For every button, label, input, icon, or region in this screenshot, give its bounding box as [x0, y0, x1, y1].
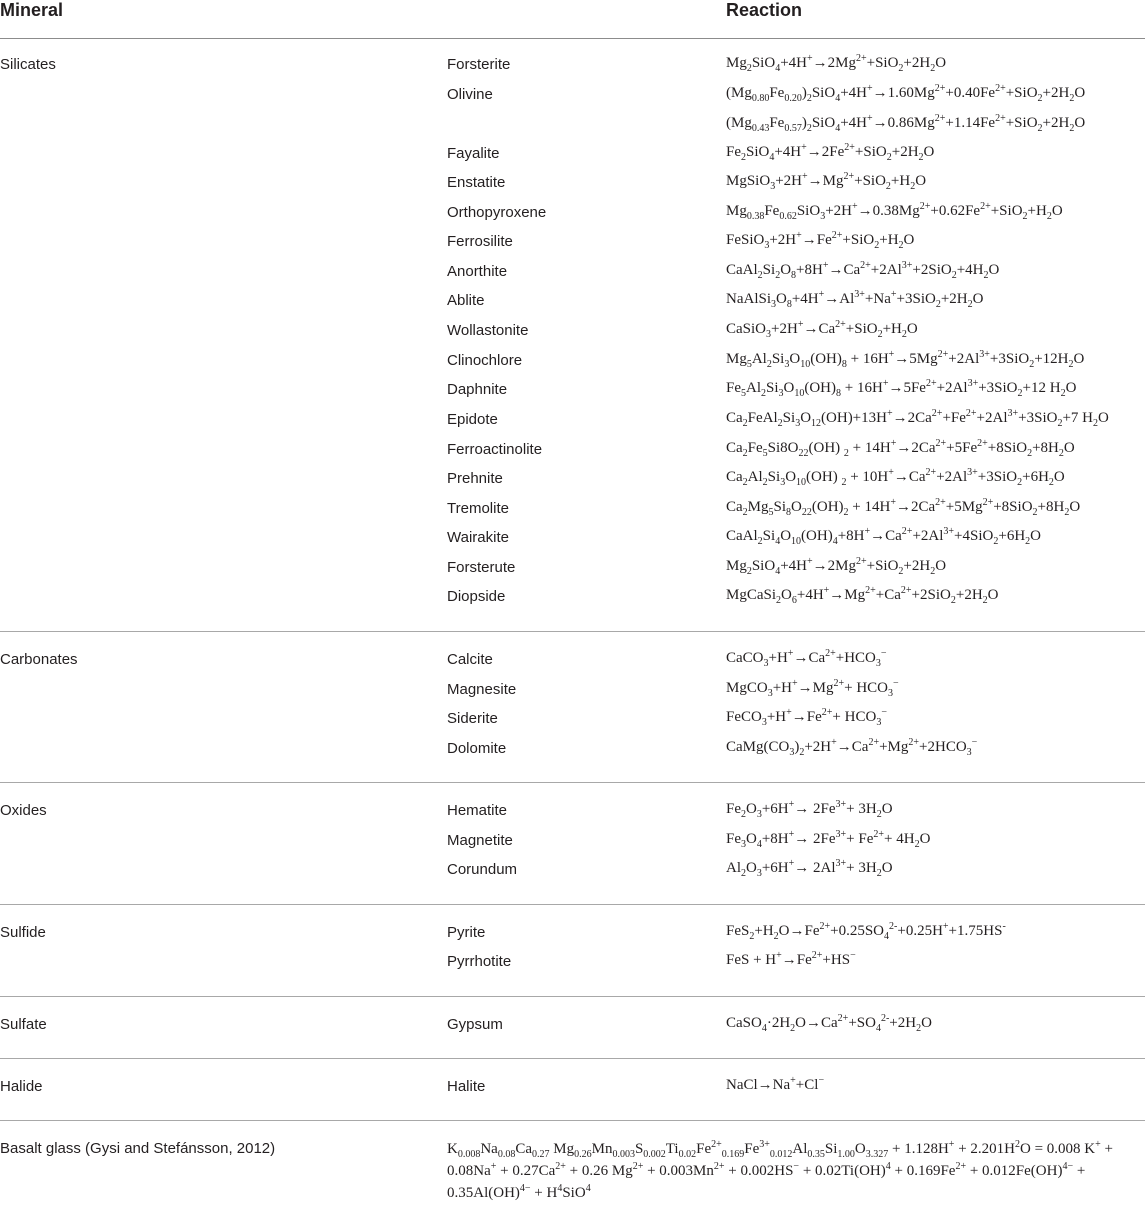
reaction-formula: $Fe_3O_4+8H^+\to 2Fe^{3+}+ Fe^{2+}+ 4H_2O$: [726, 829, 931, 850]
mineral-name: Pyrrhotite: [447, 953, 512, 970]
reaction-column-header: Reaction: [726, 0, 803, 20]
reaction-formula: $Ca_2Mg_5Si_8O_{22}(OH)_2 + 14H^+\to 2Ca^{2+}+5Mg^{2+}+8SiO_2+8H_2O$: [726, 497, 1081, 518]
mineral-name: Orthopyroxene: [447, 204, 547, 221]
mineral-name: Calcite: [447, 651, 493, 668]
mineral-name: Corundum: [447, 861, 518, 878]
mineral-name: Anorthite: [447, 263, 508, 280]
reaction-formula: $Ca_2FeAl_2Si_3O_{12}(OH)+13H^+\to 2Ca^{2+}+Fe^{2+}+2Al^{3+}+3SiO_2+7$ $H_2O$: [726, 408, 1109, 429]
mineral-name: Ferrosilite: [447, 233, 513, 250]
reaction-formula: $Mg_2SiO_4+4H^+\to 2Mg^{2+}+SiO_2+2H_2O$: [726, 53, 947, 74]
reaction-formula: $Mg_5Al_2Si_3O_{10}(OH)_8 + 16H^+\to 5Mg^{2+}+2Al^{3+}+3SiO_2+12H_2O$: [726, 349, 1085, 370]
reaction-formula: $CaSiO_3+2H^+\to Ca^{2+}+SiO_2+H_2O$: [726, 319, 918, 340]
reaction-formula: $Al_2O_3+6H^+\to 2Al^{3+}+ 3H_2O$: [726, 858, 893, 879]
mineral-name: Prehnite: [447, 470, 503, 487]
mineral-name: Clinochlore: [447, 352, 523, 369]
row-divider: [0, 782, 1145, 783]
reaction-formula: $FeSiO_3+2H^+\to Fe^{2+}+SiO_2+H_2O$: [726, 230, 915, 251]
mineral-name: Dolomite: [447, 740, 507, 757]
mineral-name: Hematite: [447, 802, 508, 819]
mineral-name: Enstatite: [447, 174, 506, 191]
reaction-formula: $CaAl_2Si_2O_8+8H^+\to Ca^{2+}+2Al^{3+}+2SiO_2+4H_2O$: [726, 260, 1000, 281]
mineral-name: Gypsum: [447, 1016, 503, 1033]
reaction-formula: $Mg_{0.38}Fe_{0.62}SiO_3+2H^+\to 0.38Mg^{2+}+0.62Fe^{2+}+SiO_2+H_2O$: [726, 201, 1063, 222]
row-divider: [0, 631, 1145, 632]
mineral-name: Daphnite: [447, 381, 508, 398]
mineral-name: Diopside: [447, 588, 506, 605]
group-label-sulfide: Sulfide: [0, 924, 46, 941]
reaction-formula: $CaSO_4\cdot 2H_2O\to Ca^{2+}+SO_4^{2-}+2H_2O$: [726, 1013, 932, 1034]
mineral-name: Forsterite: [447, 56, 511, 73]
reaction-formula: $(Mg_{0.43}Fe_{0.57})_2SiO_4+4H^+\to 0.86Mg^{2+}+1.14Fe^{2+}+SiO_2+2H_2O$: [726, 113, 1086, 134]
mineral-name: Olivine: [447, 86, 493, 103]
row-divider: [0, 1120, 1145, 1121]
reaction-formula-basalt-glass: $K_{0.008}Na_{0.08}Ca_{0.27}$ $Mg_{0.26}Mn_{0.003}S_{0.002}Ti_{0.02}Fe^{2+}_{0.169}Fe^{3+}_{0.012}Al_{0.35}Si_{1.00}O_{3.327} + 1.128H^+ + 2.201H^2O = 0.008$ $K^+ + 0.08Na^+ + 0.27Ca^{2+} + 0.26$ $Mg^{2+} + 0.003Mn^{2+} + 0.002HS^- + 0.02Ti(OH)^4 + 0.169Fe^{2+} + 0.012Fe(OH)^{4-} + 0.35Al(OH)^{4-} + H^4SiO^4$: [447, 1139, 1113, 1201]
mineral-name: Tremolite: [447, 500, 509, 517]
reaction-formula: $Mg_2SiO_4+4H^+\to 2Mg^{2+}+SiO_2+2H_2O$: [726, 556, 947, 577]
reaction-formula: $CaAl_2Si_4O_{10}(OH)_4+8H^+\to Ca^{2+}+2Al^{3+}+4SiO_2+6H_2O$: [726, 526, 1041, 547]
reaction-formula: $Fe_5Al_2Si_3O_{10}(OH)_8 + 16H^+\to 5Fe^{2+}+2Al^{3+}+3SiO_2+12$ $H_2O$: [726, 378, 1077, 399]
reaction-formula: $(Mg_{0.80}Fe_{0.20})_2SiO_4+4H^+\to 1.60Mg^{2+}+0.40Fe^{2+}+SiO_2+2H_2O$: [726, 83, 1086, 104]
reaction-formula: $CaCO_3+H^+\to Ca^{2+}+HCO_3^-$: [726, 648, 887, 669]
row-divider: [0, 904, 1145, 905]
mineral-name: Fayalite: [447, 145, 500, 162]
table-header: [0, 0, 1145, 39]
reaction-formula: $Ca_2Al_2Si_3O_{10}(OH) _2 + 10H^+\to Ca^{2+}+2Al^{3+}+3SiO_2+6H_2O$: [726, 467, 1065, 488]
mineral-name: Forsterute: [447, 559, 516, 576]
reaction-formula: $MgCaSi_2O_6+4H^+\to Mg^{2+}+Ca^{2+}+2SiO_2+2H_2O$: [726, 585, 999, 606]
reaction-formula: $Ca_2Fe_5Si8O_{22}(OH) _2 + 14H^+\to 2Ca^{2+}+5Fe^{2+}+8SiO_2+8H_2O$: [726, 438, 1075, 459]
reaction-formula: $FeCO_3+H^+\to Fe^{2+}+ HCO_3^-$: [726, 707, 887, 728]
row-divider: [0, 1058, 1145, 1059]
mineral-name: Magnetite: [447, 832, 513, 849]
reaction-formula: $MgCO_3+H^+\to Mg^{2+}+ HCO_3^-$: [726, 678, 899, 699]
group-label-halide: Halide: [0, 1078, 43, 1095]
mineral-name: Siderite: [447, 710, 498, 727]
reaction-formula: $CaMg(CO_3)_2+2H^+\to Ca^{2+}+Mg^{2+}+2HCO_3^-$: [726, 737, 978, 758]
group-label-sulfate: Sulfate: [0, 1016, 47, 1033]
group-label-basalt-glass: Basalt glass (Gysi and Stefánsson, 2012): [0, 1140, 276, 1157]
reaction-formula: $NaAlSi_3O_8+4H^+\to Al^{3+}+Na^++3SiO_2+2H_2O$: [726, 289, 984, 310]
group-label-silicates: Silicates: [0, 56, 56, 73]
mineral-name: Magnesite: [447, 681, 517, 698]
reaction-formula: NaCl→Na++Cl−: [726, 1075, 825, 1093]
group-label-oxides: Oxides: [0, 802, 47, 819]
mineral-name: Halite: [447, 1078, 486, 1095]
mineral-name: Ferroactinolite: [447, 441, 543, 458]
mineral-name: Epidote: [447, 411, 498, 428]
mineral-column-header: Mineral: [0, 0, 64, 20]
reaction-formula: $FeS_2+H_2O\to Fe^{2+}+0.25SO_4^{2-}+0.25H^++1.75HS^-$: [726, 921, 1006, 942]
reaction-formula: $MgSiO_3+2H^+\to Mg^{2+}+SiO_2+H_2O$: [726, 171, 927, 192]
mineral-name: Pyrite: [447, 924, 486, 941]
row-divider: [0, 996, 1145, 997]
reaction-formula: $Fe_2O_3+6H^+\to 2Fe^{3+}+ 3H_2O$: [726, 799, 893, 820]
reaction-formula: $Fe_2SiO_4+4H^+\to 2Fe^{2+}+SiO_2+2H_2O$: [726, 142, 935, 163]
mineral-name: Wollastonite: [447, 322, 529, 339]
group-label-carbonates: Carbonates: [0, 651, 78, 668]
reaction-formula: FeS + $H^+\to Fe^{2+}+HS^-$: [726, 950, 856, 968]
mineral-name: Wairakite: [447, 529, 509, 546]
mineral-name: Ablite: [447, 292, 485, 309]
